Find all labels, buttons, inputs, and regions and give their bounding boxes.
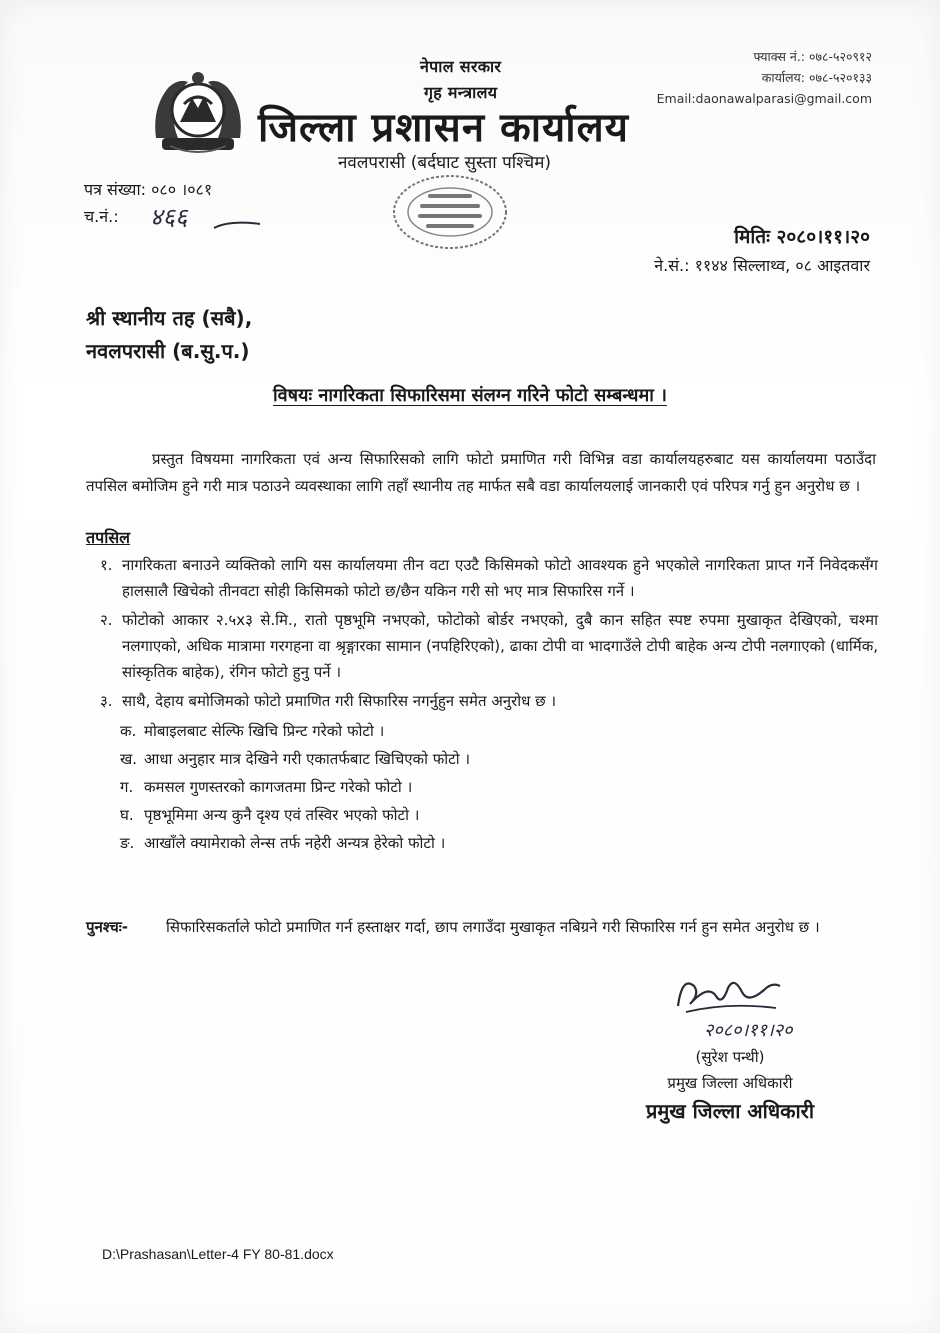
nepal-emblem-icon: [148, 68, 248, 158]
item-text: फोटोको आकार २.५x३ से.मि., रातो पृष्ठभूमि नभएको, फोटोको बोर्डर नभएको, दुबै कान सहित स्पष्ट रुपमा मुखाकृत देखिएको, चश्मा नलगाएको, अधिक मात्रामा गरगहना वा श्रृङ्गारका सामान (नपहिरिएको), ढाका टोपी वा भादगाउँले टोपी बाहेक अन्य टोपी नलगाएको (धार्मिक, सांस्कृतिक बाहेक), रंगिन फोटो हुनु पर्ने ।: [122, 611, 878, 681]
chalani-label: च.नं.:: [84, 207, 119, 226]
signatory-designation: प्रमुख जिल्ला अधिकारी: [667, 1074, 793, 1092]
item-number: २.: [100, 611, 113, 629]
recipient-line-2: नवलपरासी (ब.सु.प.): [86, 339, 250, 363]
signatory-name: (सुरेश पन्थी): [695, 1048, 765, 1066]
contact-block: [657, 46, 872, 109]
sub-list-item: [120, 717, 878, 745]
list-item: [100, 607, 878, 685]
government-name: नेपाल सरकार: [420, 57, 502, 76]
item-text: साथै, देहाय बमोजिमको फोटो प्रमाणित गरी सिफारिस नगर्नुहुन समेत अनुरोध छ ।: [122, 692, 557, 710]
letter-number: पत्र संख्या: ०८० ।०८१: [84, 180, 213, 199]
signature-icon: [668, 966, 788, 1022]
date-block: [654, 222, 870, 280]
file-path: D:\Prashasan\Letter-4 FY 80-81.docx: [102, 1246, 334, 1262]
body-paragraph: प्रस्तुत विषयमा नागरिकता एवं अन्य सिफारिसको लागि फोटो प्रमाणित गरी विभिन्न वडा कार्यालयहरुबाट यस कार्यालयमा पठाउँदा तपसिल बमोजिम हुने गरी मात्र पठाउने व्यवस्थाका लागि तहाँ स्थानीय तह मार्फत सबै वडा कार्यालयलाई जानकारी एवं परिपत्र गर्नु हुन अनुरोध छ ।: [86, 450, 876, 495]
sub-item-number: ग.: [120, 778, 134, 796]
office-stamp-icon: [390, 172, 510, 252]
postscript-text: सिफारिसकर्ताले फोटो प्रमाणित गर्न हस्ताक्षर गर्दा, छाप लगाउँदा मुखाकृत नबिग्रने गरी सिफारिस गर्न हुन समेत अनुरोध छ ।: [166, 918, 820, 936]
tapsil-heading: तपसिल: [86, 528, 131, 547]
sub-item-text: आखाँले क्यामेराको लेन्स तर्फ नहेरी अन्यत्र हेरेको फोटो ।: [144, 834, 446, 852]
postscript: [86, 914, 876, 941]
date-bs: मितिः २०८०।११।२०: [734, 226, 870, 248]
item-list: [100, 552, 878, 857]
chalani-handwritten: ४६६: [150, 203, 188, 231]
list-item: [100, 688, 878, 714]
sub-item-number: ख.: [120, 750, 138, 768]
list-item: [100, 552, 878, 604]
subject-text: विषयः नागरिकता सिफारिसमा संलग्न गरिने फोटो सम्बन्धमा ।: [272, 385, 667, 406]
recipient-block: [86, 302, 252, 368]
pen-stroke-icon: [150, 210, 270, 240]
signatory-block: [620, 1044, 840, 1126]
subject-line: [0, 383, 940, 407]
sub-item-text: मोबाइलबाट सेल्फि खिचि प्रिन्ट गरेको फोटो ।: [144, 722, 385, 740]
sub-item-number: ङ.: [120, 834, 135, 852]
ministry-name: गृह मन्त्रालय: [423, 83, 498, 102]
designation-stamp: प्रमुख जिल्ला अधिकारी: [645, 1099, 815, 1123]
sub-item-number: घ.: [120, 806, 134, 824]
item-text: नागरिकता बनाउने व्यक्तिको लागि यस कार्यालयमा तीन वटा एउटै किसिमको फोटो आवश्यक हुने भएकोले नागरिकता प्राप्त गर्ने निवेदकसँग हालसालै खिचेको तीनवटा सोही किसिमको फोटो छ/छैन यकिन गरी सो भए मात्र सिफारिस गर्ने ।: [122, 556, 878, 600]
sub-item-text: आधा अनुहार मात्र देखिने गरी एकातर्फबाट खिचिएको फोटो ।: [144, 750, 471, 768]
sub-list-item: [120, 801, 878, 829]
sub-list-item: [120, 829, 878, 857]
postscript-label: पुनश्चः-: [86, 918, 129, 936]
item-number: १.: [100, 556, 113, 574]
sub-item-number: क.: [120, 722, 137, 740]
sub-item-text: पृष्ठभूमिमा अन्य कुनै दृश्य एवं तस्विर भएको फोटो ।: [144, 806, 420, 824]
signature-date: २०८०।११।२०: [704, 1020, 793, 1041]
sub-list-item: [120, 745, 878, 773]
sub-item-text: कमसल गुणस्तरको कागजतमा प्रिन्ट गरेको फोटो ।: [144, 778, 413, 796]
office-phone: कार्यालय: ०७८-५२०१३३: [761, 70, 872, 85]
office-title: जिल्ला प्रशासन कार्यालय: [258, 105, 629, 151]
sub-list-item: [120, 773, 878, 801]
date-nepal-sambat: ने.सं.: ११४४ सिल्लाथ्व, ०८ आइतवार: [654, 256, 870, 275]
item-number: ३.: [100, 692, 113, 710]
sub-item-list: [120, 717, 878, 857]
office-location: नवलपरासी (बर्दघाट सुस्ता पश्चिम): [338, 153, 551, 173]
fax-number: फ्याक्स नं.: ०७८-५२०९१२: [753, 49, 872, 64]
email-address: Email:daonawalparasi@gmail.com: [656, 91, 872, 106]
recipient-line-1: श्री स्थानीय तह (सबै),: [86, 306, 253, 330]
